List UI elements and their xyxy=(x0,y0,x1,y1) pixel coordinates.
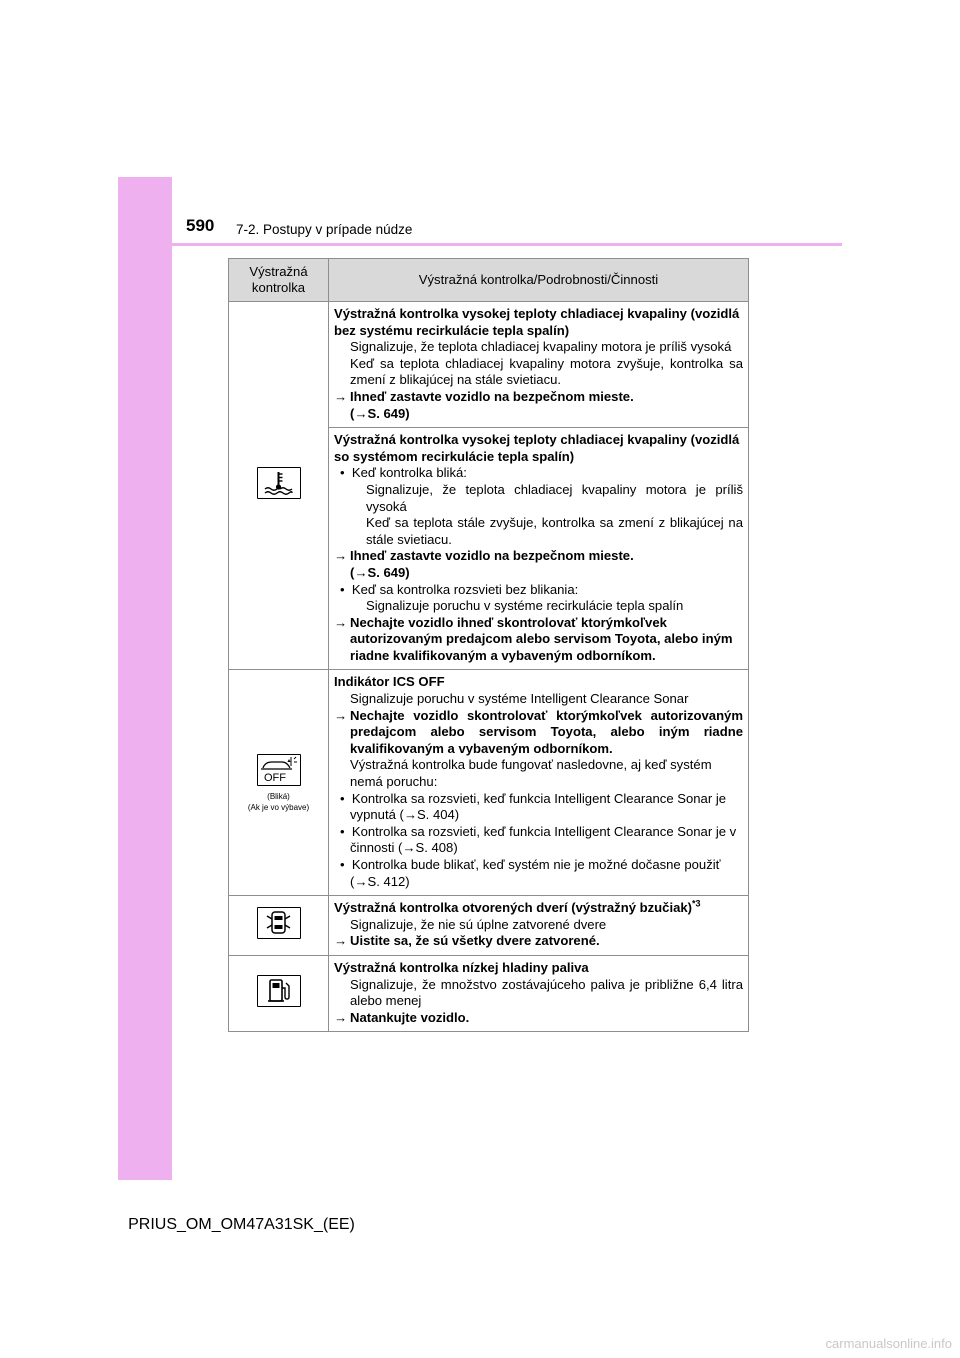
table-row xyxy=(229,955,749,1031)
fuel-pump-icon xyxy=(257,975,301,1007)
coolant-a-title: Výstražná kontrolka vysokej teploty chladiacej kvapaliny (vozidlá bez systému recirkulácie tepla spalín) xyxy=(334,306,740,338)
ics-note-blinks: (Bliká) xyxy=(267,792,290,802)
fuel-details xyxy=(329,955,749,1031)
door-title: Výstražná kontrolka otvorených dverí (výstražný bzučiak)$^{*3}$ xyxy=(334,898,701,916)
fuel-line1: Signalizuje, že množstvo zostávajúceho paliva je približne 6,4 litra alebo menej xyxy=(350,976,743,1009)
coolant-a-action: → Ihneď zastavte vozidlo na bezpečnom mieste. xyxy=(334,388,634,404)
coolant-a-line1: Signalizuje, že teplota chladiacej kvapaliny motora je príliš vysoká xyxy=(350,339,732,355)
col-header-light: Výstražná kontrolka xyxy=(229,259,329,302)
ics-off-icon xyxy=(257,754,301,786)
ics-note-if-equipped: (Ak je vo výbave) xyxy=(247,803,310,813)
watermark: carmanualsonline.info xyxy=(825,1336,952,1351)
arrow-icon: → xyxy=(334,388,348,404)
arrow-icon: → xyxy=(334,933,348,949)
footnote-mark: *3 xyxy=(692,898,701,909)
table-header-row xyxy=(229,259,749,302)
document-code: PRIUS_OM_OM47A31SK_(EE) xyxy=(128,1216,355,1233)
ics-off-icon-text: OFF xyxy=(263,771,286,784)
coolant-b-ref1: (→S. 649) xyxy=(350,564,410,580)
coolant-b-title: Výstražná kontrolka vysokej teploty chladiacej kvapaliny (vozidlá so systémom recirkulácie tepla spalín) xyxy=(334,432,740,464)
warning-light-table xyxy=(228,258,749,1032)
fuel-title: Výstražná kontrolka nízkej hladiny paliva xyxy=(334,959,589,975)
header-rule xyxy=(118,243,842,246)
coolant-b-b1-line1: Signalizuje, že teplota chladiacej kvapaliny motora je príliš vysoká xyxy=(366,481,743,514)
coolant-b-bullet2: • Keď sa kontrolka rozsvieti bez blikania: xyxy=(340,581,579,597)
ics-bullet2: • Kontrolka sa rozsvieti, keď funkcia Intelligent Clearance Sonar je v činnosti (→S. 408) xyxy=(340,823,737,856)
arrow-icon: → xyxy=(334,614,348,630)
coolant-b-details xyxy=(329,428,749,670)
ics-icon-cell xyxy=(229,670,329,896)
arrow-icon: → xyxy=(334,1009,348,1025)
coolant-b-b2-line1: Signalizuje poruchu v systéme recirkulácie tepla spalín xyxy=(366,598,684,614)
arrow-icon: → xyxy=(334,707,348,723)
chapter-sidebar-tab xyxy=(118,177,172,1180)
door-line1: Signalizuje, že nie sú úplne zatvorené dvere xyxy=(350,916,607,932)
door-details xyxy=(329,896,749,956)
coolant-a-ref: (→S. 649) xyxy=(350,405,410,421)
coolant-icon-cell xyxy=(229,302,329,670)
coolant-b-action1: → Ihneď zastavte vozidlo na bezpečnom mieste. xyxy=(334,548,634,564)
ics-line1: Signalizuje poruchu v systéme Intelligent Clearance Sonar xyxy=(350,691,689,707)
coolant-b-b1-line2: Keď sa teplota stále zvyšuje, kontrolka sa zmení z blikajúcej na stále svietiacu. xyxy=(366,515,743,547)
table-row xyxy=(229,302,749,428)
ics-action: → Nechajte vozidlo skontrolovať ktorýmkoľvek autorizovaným predajcom alebo servisom Toyota, alebo iným riadne kvalifikovaným a vybaveným odborníkom. xyxy=(334,707,743,756)
section-title: 7-2. Postupy v prípade núdze xyxy=(236,222,413,237)
coolant-a-details xyxy=(329,302,749,428)
coolant-b-bullet1: • Keď kontrolka bliká: xyxy=(340,465,467,481)
arrow-icon: → xyxy=(334,548,348,564)
fuel-icon-cell xyxy=(229,955,329,1031)
fuel-action: → Natankujte vozidlo. xyxy=(334,1009,470,1025)
col-header-details: Výstražná kontrolka/Podrobnosti/Činnosti xyxy=(329,259,749,302)
table-row xyxy=(229,896,749,956)
coolant-b-action2: → Nechajte vozidlo ihneď skontrolovať ktorýmkoľvek autorizovaným predajcom alebo servisom Toyota, alebo iným riadne kvalifikovaným a vybaveným odborníkom. xyxy=(334,614,733,663)
ics-line2: Výstražná kontrolka bude fungovať nasledovne, aj keď systém nemá poruchu: xyxy=(350,757,712,790)
ics-bullet3: • Kontrolka bude blikať, keď systém nie je možné dočasne použiť (→S. 412) xyxy=(340,857,721,889)
door-action: → Uistite sa, že sú všetky dvere zatvorené. xyxy=(334,933,600,949)
coolant-a-line2: Keď sa teplota chladiacej kvapaliny motora zvyšuje, kontrolka sa zmení z blikajúcej na stále svietiacu. xyxy=(350,355,743,388)
table-row xyxy=(229,670,749,896)
ics-bullet1: • Kontrolka sa rozsvieti, keď funkcia Intelligent Clearance Sonar je vypnutá (→S. 404) xyxy=(340,790,727,823)
page-number: 590 xyxy=(186,216,215,235)
ics-title: Indikátor ICS OFF xyxy=(334,674,445,690)
door-icon-cell xyxy=(229,896,329,956)
open-door-icon xyxy=(257,907,301,939)
coolant-temperature-icon xyxy=(257,467,301,499)
ics-details xyxy=(329,670,749,896)
